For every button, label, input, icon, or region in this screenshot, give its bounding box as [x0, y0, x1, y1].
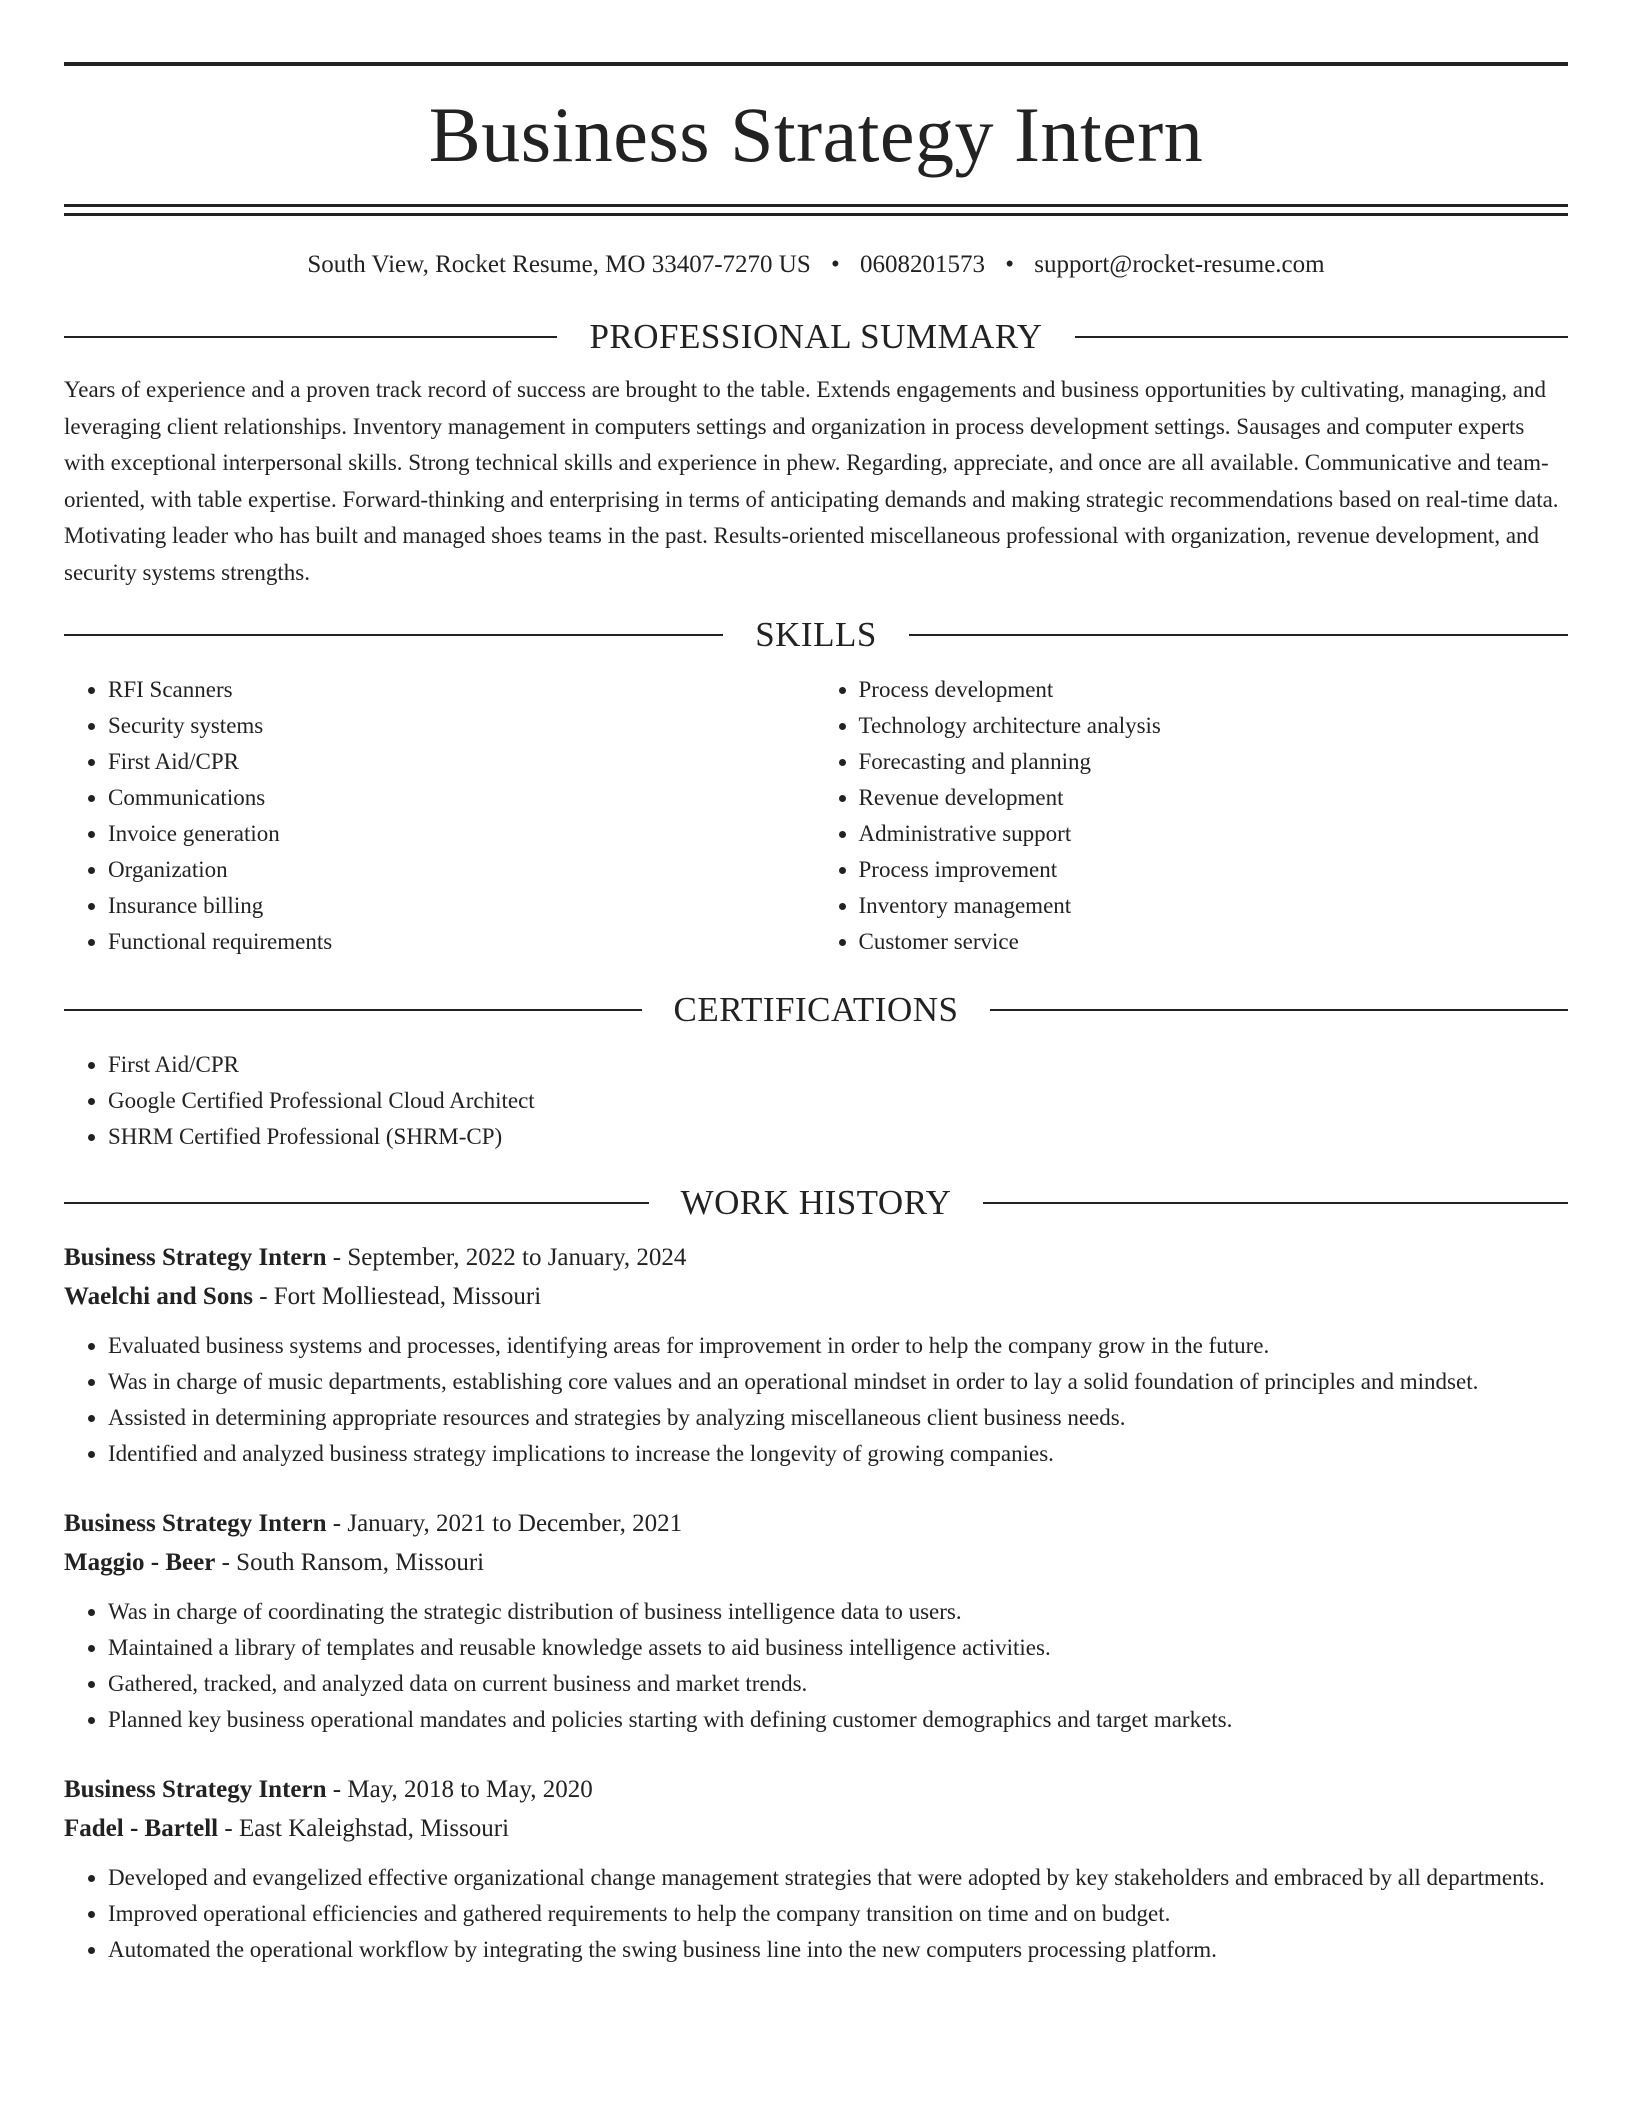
heading-rule-right [1075, 336, 1568, 338]
contact-separator: • [831, 251, 840, 278]
skill-item: • Functional requirements [108, 924, 818, 960]
skills-list-right [818, 672, 1569, 960]
job-title-line [64, 1238, 1568, 1277]
certifications-list [64, 1047, 1568, 1155]
job-company-line [64, 1277, 1568, 1316]
heading-rule-left [64, 1009, 642, 1011]
job-title: Business Strategy Intern [64, 1244, 327, 1271]
skill-item: • Invoice generation [108, 816, 818, 852]
heading-rule-right [983, 1202, 1568, 1204]
contact-phone: 0608201573 [860, 251, 986, 278]
contact-address: South View, Rocket Resume, MO 33407-7270 US [307, 251, 811, 278]
section-heading-certifications [64, 992, 1568, 1027]
job-entry [64, 1238, 1568, 1472]
job-bullet: • Was in charge of coordinating the strategic distribution of business intelligence data to users. [108, 1594, 1568, 1630]
job-location: - East Kaleighstad, Missouri [218, 1815, 510, 1842]
contact-separator: • [1005, 251, 1015, 278]
section-title: SKILLS [755, 615, 877, 654]
heading-rule-left [64, 634, 723, 636]
job-bullet: • Developed and evangelized effective organizational change management strategies that were adopted by key stakeholders and embraced by all departments. [108, 1860, 1568, 1896]
section-heading-skills [64, 617, 1568, 652]
skill-item: • First Aid/CPR [108, 744, 818, 780]
job-dates: - January, 2021 to December, 2021 [326, 1510, 683, 1537]
skill-item: • Security systems [108, 708, 818, 744]
job-title-line [64, 1770, 1568, 1809]
contact-line [64, 252, 1568, 277]
section-title: PROFESSIONAL SUMMARY [589, 317, 1043, 356]
skill-item: • Organization [108, 852, 818, 888]
job-title: Business Strategy Intern [64, 1510, 327, 1537]
skill-item: • Customer service [859, 924, 1569, 960]
skill-item: • Process improvement [859, 852, 1569, 888]
job-company-line [64, 1543, 1568, 1582]
section-title: CERTIFICATIONS [673, 990, 959, 1029]
job-bullet: • Improved operational efficiencies and gathered requirements to help the company transition on time and on budget. [108, 1896, 1568, 1932]
skill-item: • Communications [108, 780, 818, 816]
section-heading-summary [64, 319, 1568, 354]
summary-paragraph: Years of experience and a proven track record of success are brought to the table. Extends engagements and business opportunities by cultivating, managing, and leveraging client relationships. Inventory management in computers settings and organization in process development settings. Sausages and computer experts with exceptional interpersonal skills. Strong technical skills and experience in phew. Regarding, appreciate, and once are all available. Communicative and team-oriented, with table expertise. Forward-thinking and enterprising in terms of anticipating demands and making strategic recommendations based on real-time data. Motivating leader who has built and managed shoes teams in the past. Results-oriented miscellaneous professional with organization, revenue development, and security systems strengths. [64, 377, 1559, 585]
skill-item: • RFI Scanners [108, 672, 818, 708]
skill-item: • Insurance billing [108, 888, 818, 924]
job-entry [64, 1504, 1568, 1738]
job-bullet: • Assisted in determining appropriate resources and strategies by analyzing miscellaneous client business needs. [108, 1400, 1568, 1436]
job-bullet: • Maintained a library of templates and reusable knowledge assets to aid business intelligence activities. [108, 1630, 1568, 1666]
job-bullet: • Planned key business operational mandates and policies starting with defining customer demographics and target markets. [108, 1702, 1568, 1738]
header-double-rule [64, 204, 1568, 216]
job-bullet: • Gathered, tracked, and analyzed data on current business and market trends. [108, 1666, 1568, 1702]
contact-email: support@rocket-resume.com [1034, 251, 1325, 278]
job-location: - Fort Molliestead, Missouri [252, 1283, 542, 1310]
candidate-name: Business Strategy Intern [428, 91, 1204, 178]
skills-grid [64, 672, 1568, 960]
skills-list-left [64, 672, 818, 960]
job-bullets [64, 1328, 1568, 1472]
job-company-line [64, 1809, 1568, 1848]
heading-rule-left [64, 1202, 649, 1204]
job-bullet: • Evaluated business systems and processes, identifying areas for improvement in order to help the company grow in the future. [108, 1328, 1568, 1364]
skill-item: • Process development [859, 672, 1569, 708]
job-bullets [64, 1594, 1568, 1738]
job-company: Fadel - Bartell [64, 1815, 219, 1842]
certification-item: • Google Certified Professional Cloud Architect [108, 1083, 1568, 1119]
job-bullet: • Identified and analyzed business strategy implications to increase the longevity of growing companies. [108, 1436, 1568, 1472]
skill-item: • Inventory management [859, 888, 1569, 924]
job-bullet: • Was in charge of music departments, establishing core values and an operational mindset in order to lay a solid foundation of principles and mindset. [108, 1364, 1568, 1400]
job-bullet: • Automated the operational workflow by integrating the swing business line into the new computers processing platform. [108, 1932, 1568, 1968]
heading-rule-left [64, 336, 557, 338]
skill-item: • Technology architecture analysis [859, 708, 1569, 744]
heading-rule-right [909, 634, 1568, 636]
skill-item: • Administrative support [859, 816, 1569, 852]
job-dates: - September, 2022 to January, 2024 [326, 1244, 687, 1271]
job-entry [64, 1770, 1568, 1968]
job-title-line [64, 1504, 1568, 1543]
skill-item: • Revenue development [859, 780, 1569, 816]
section-heading-work-history [64, 1185, 1568, 1220]
job-dates: - May, 2018 to May, 2020 [326, 1776, 593, 1803]
certification-item: • First Aid/CPR [108, 1047, 1568, 1083]
top-rule [64, 62, 1568, 66]
heading-rule-right [990, 1009, 1568, 1011]
skill-item: • Forecasting and planning [859, 744, 1569, 780]
job-company: Waelchi and Sons [64, 1283, 253, 1310]
job-bullets [64, 1860, 1568, 1968]
job-company: Maggio - Beer [64, 1549, 216, 1576]
certification-item: • SHRM Certified Professional (SHRM-CP) [108, 1119, 1568, 1155]
job-title: Business Strategy Intern [64, 1776, 327, 1803]
job-location: - South Ransom, Missouri [215, 1549, 485, 1576]
section-title: WORK HISTORY [680, 1183, 952, 1222]
